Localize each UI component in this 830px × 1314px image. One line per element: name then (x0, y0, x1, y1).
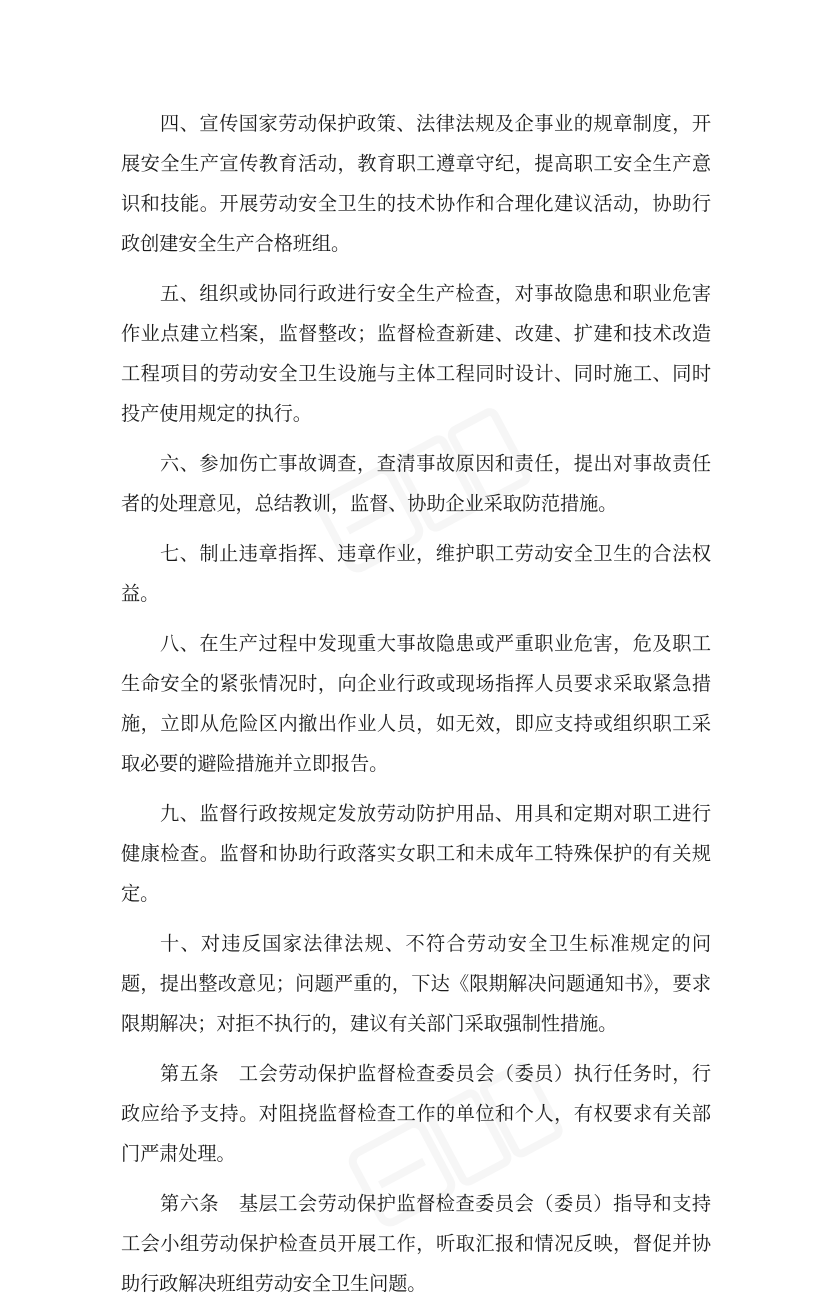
article-5-number: 第五条 (160, 1062, 220, 1085)
paragraph-item-4: 四、宣传国家劳动保护政策、法律法规及企事业的规章制度，开展安全生产宣传教育活动，教育职工遵章守纪，提高职工安全生产意识和技能。开展劳动安全卫生的技术协作和合理化建议活动，协助行政创建安全生产合格班组。 (121, 112, 711, 255)
paragraph-item-7: 七、制止违章指挥、违章作业，维护职工劳动安全卫生的合法权益。 (121, 542, 711, 605)
paragraph-item-9: 九、监督行政按规定发放劳动防护用品、用具和定期对职工进行健康检查。监督和协助行政落实女职工和未成年工特殊保护的有关规定。 (121, 802, 711, 905)
paragraph-item-10: 十、对违反国家法律法规、不符合劳动安全卫生标准规定的问题，提出整改意见；问题严重的，下达《限期解决问题通知书》，要求限期解决；对拒不执行的，建议有关部门采取强制性措施。 (121, 932, 711, 1035)
paragraph-item-5: 五、组织或协同行政进行安全生产检查，对事故隐患和职业危害作业点建立档案，监督整改；监督检查新建、改建、扩建和技术改造工程项目的劳动安全卫生设施与主体工程同时设计、同时施工、同时投产使用规定的执行。 (121, 282, 711, 425)
paragraph-item-6: 六、参加伤亡事故调查，查清事故原因和责任，提出对事故责任者的处理意见，总结教训，监督、协助企业采取防范措施。 (121, 452, 711, 515)
article-6 (121, 1184, 711, 1314)
article-6-number: 第六条 (160, 1192, 220, 1215)
article-6-text: 基层工会劳动保护监督检查委员会（委员）指导和支持工会小组劳动保护检查员开展工作，听取汇报和情况反映，督促并协助行政解决班组劳动安全卫生问题。 (121, 1192, 711, 1295)
article-5 (121, 1054, 711, 1184)
paragraph-item-8: 八、在生产过程中发现重大事故隐患或严重职业危害，危及职工生命安全的紧张情况时，向企业行政或现场指挥人员要求采取紧急措施，立即从危险区内撤出作业人员，如无效，即应支持或组织职工采取必要的避险措施并立即报告。 (121, 632, 711, 775)
document-body (121, 104, 711, 1314)
article-5-text: 工会劳动保护监督检查委员会（委员）执行任务时，行政应给予支持。对阻挠监督检查工作的单位和个人，有权要求有关部门严肃处理。 (121, 1062, 711, 1165)
